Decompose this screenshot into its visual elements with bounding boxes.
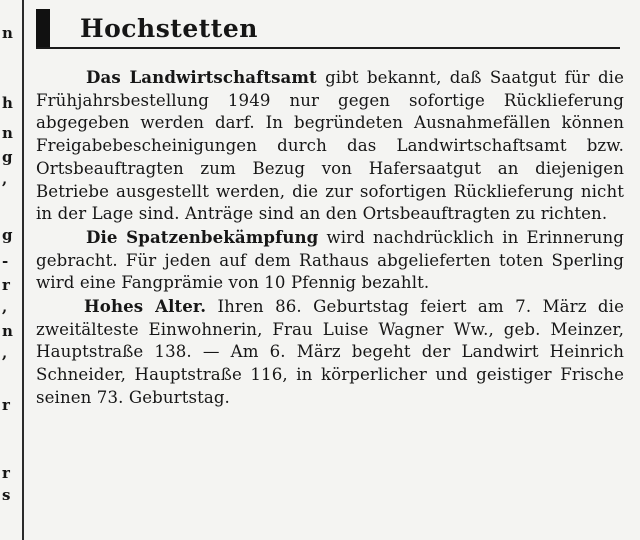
- article-title: Hochstetten: [80, 13, 258, 43]
- margin-fragment: n: [2, 124, 13, 142]
- paragraph-lead: Hohes Alter.: [84, 296, 207, 317]
- paragraph-lead: Die Spatzenbekämpfung: [86, 226, 319, 247]
- margin-fragment: n: [2, 24, 13, 42]
- paragraph-text: wird nachdrücklich in Erinnerung gebracht. Für jeden auf dem Rathaus abgelieferten toten Sperling wird eine Fangprämie von 10 Pfennig bezahlt.: [36, 227, 624, 293]
- margin-fragment: ,: [2, 170, 8, 188]
- paragraph-spatzenbekaempfung: [36, 226, 624, 295]
- heading-bar-ornament: [36, 9, 50, 47]
- margin-fragment: r: [2, 276, 10, 294]
- heading-rule: [36, 47, 620, 49]
- article-heading: [36, 8, 258, 48]
- margin-fragment: h: [2, 94, 13, 112]
- article-body: [36, 66, 624, 410]
- margin-fragment: s: [2, 486, 11, 504]
- column-rule: [22, 0, 24, 540]
- margin-fragment: n: [2, 322, 13, 340]
- paragraph-hohes-alter: [36, 295, 624, 410]
- margin-fragment: ,: [2, 344, 8, 362]
- margin-fragment: -: [2, 252, 9, 270]
- paragraph-landwirtschaftsamt: [36, 66, 624, 226]
- paragraph-text: Ihren 86. Geburtstag feiert am 7. März die zweitälteste Einwohnerin, Frau Luise Wagner Ww., geb. Meinzer, Hauptstraße 138. — Am 6. März begeht der Landwirt Heinrich Schneider, Hauptstraße 116, in körperlicher und geistiger Frische seinen 73. Geburtstag.: [36, 297, 624, 407]
- margin-fragment: g: [2, 148, 13, 166]
- margin-fragment: r: [2, 464, 10, 482]
- margin-fragment: g: [2, 226, 13, 244]
- paragraph-text: gibt bekannt, daß Saatgut für die Frühjahrsbestellung 1949 nur gegen sofortige Rücklieferung abgegeben werden darf. In begründeten Ausnahmefällen können Freigabebescheinigungen durch das Landwirtschaftsamt bzw. Ortsbeauftragten zum Bezug von Hafersaatgut an diejenigen Betriebe ausgestellt werden, die zur sofortigen Rücklieferung nicht in der Lage sind. Anträge sind an den Ortsbeauftragten zu richten.: [36, 68, 624, 224]
- paragraph-lead: Das Landwirtschaftsamt: [86, 67, 317, 87]
- margin-fragment: ,: [2, 298, 8, 316]
- neighbouring-column-fragments: [0, 0, 22, 540]
- margin-fragment: r: [2, 396, 10, 414]
